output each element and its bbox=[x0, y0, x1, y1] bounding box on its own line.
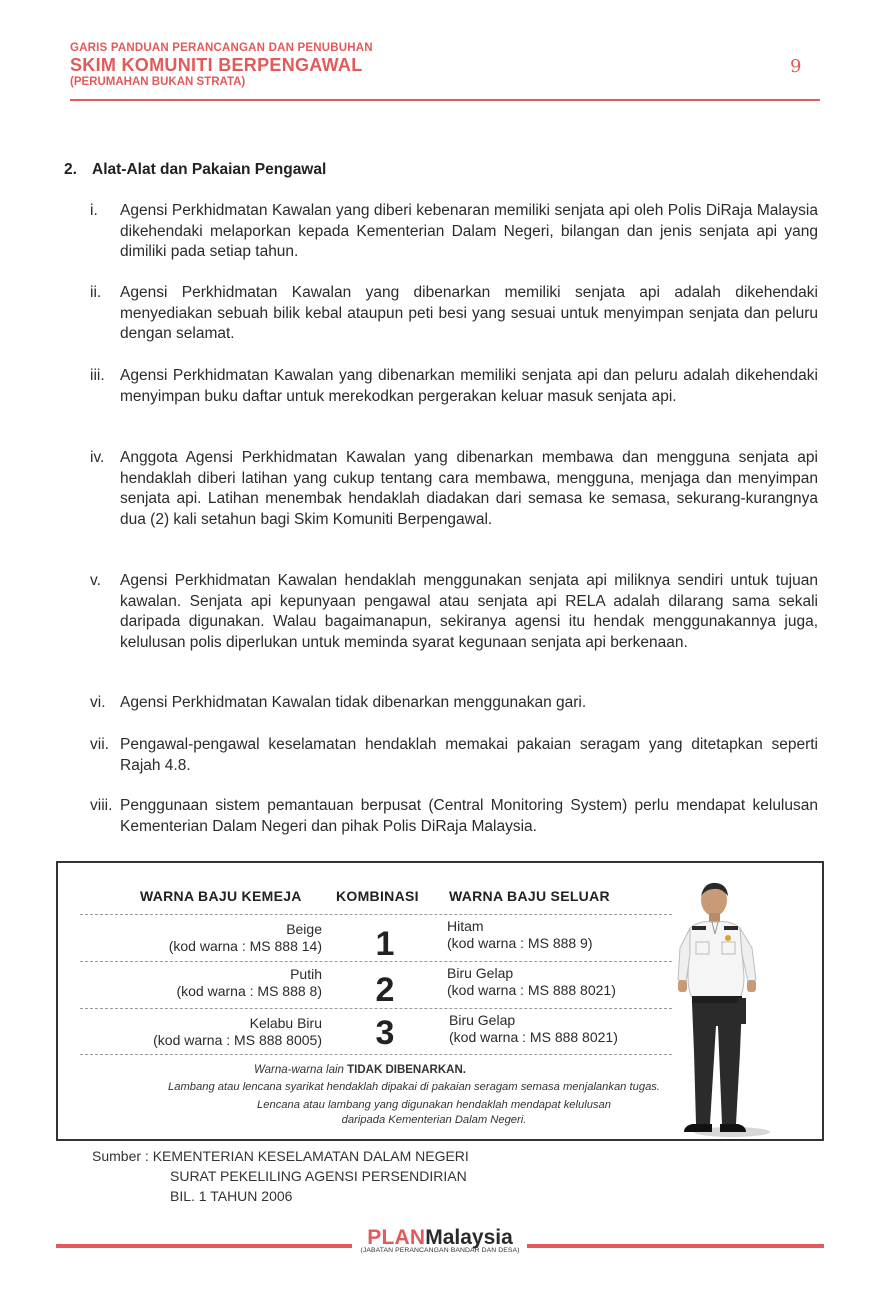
document-header bbox=[70, 42, 373, 88]
note-not-allowed bbox=[254, 1064, 466, 1076]
header-divider bbox=[70, 99, 820, 101]
pants-color-code: (kod warna : MS 888 8021) bbox=[449, 1029, 618, 1045]
note-approval-line-1: Lencana atau lambang yang digunakan hendaklah mendapat kelulusan bbox=[257, 1099, 611, 1111]
list-item bbox=[90, 796, 818, 837]
pants-color-cell bbox=[447, 918, 667, 952]
list-item-text: Agensi Perkhidmatan Kawalan yang dibenarkan memiliki senjata api dan peluru adalah dikehendaki menyimpan buku daftar untuk merekodkan pergerakan keluar masuk senjata api. bbox=[120, 367, 818, 405]
combination-number: 1 bbox=[375, 925, 395, 963]
pants-color-name: Hitam bbox=[447, 918, 484, 934]
shirt-color-cell bbox=[90, 966, 322, 1000]
shirt-color-cell bbox=[90, 1015, 322, 1049]
source-citation bbox=[92, 1146, 469, 1206]
list-item-number: viii. bbox=[90, 797, 113, 814]
list-item bbox=[90, 735, 818, 776]
list-item-text: Pengawal-pengawal keselamatan hendaklah memakai pakaian seragam yang ditetapkan seperti Rajah 4.8. bbox=[120, 736, 818, 774]
security-guard-figure bbox=[672, 876, 772, 1138]
section-number: 2. bbox=[64, 161, 77, 178]
shirt-color-name: Kelabu Biru bbox=[249, 1015, 322, 1031]
header-pants-color: WARNA BAJU SELUAR bbox=[449, 888, 610, 904]
list-item-text: Anggota Agensi Perkhidmatan Kawalan yang dibenarkan membawa dan mengguna senjata api hendaklah diberi latihan yang cukup tentang cara membawa, mengguna, menjaga dan menyimpan senjata api. Latihan menembak hendaklah diadakan dari semasa ke semasa, sekurang-kurangnya dua (2) kali setahun bagi Skim Komuniti Berpengawal. bbox=[120, 449, 818, 528]
logo-plan: PLAN bbox=[367, 1226, 426, 1249]
combination-number: 3 bbox=[375, 1014, 395, 1052]
note-bold: TIDAK DIBENARKAN. bbox=[347, 1064, 466, 1076]
list-item bbox=[90, 448, 818, 530]
shirt-color-code: (kod warna : MS 888 8005) bbox=[153, 1032, 322, 1048]
list-item-number: v. bbox=[90, 572, 101, 589]
header-combination: KOMBINASI bbox=[336, 888, 419, 904]
source-line-3: BIL. 1 TAHUN 2006 bbox=[170, 1188, 293, 1204]
list-item bbox=[90, 283, 818, 345]
shirt-color-cell bbox=[90, 921, 322, 955]
shirt-color-name: Putih bbox=[290, 966, 322, 982]
section-title-text: Alat-Alat dan Pakaian Pengawal bbox=[92, 161, 327, 178]
list-item bbox=[90, 571, 818, 653]
list-item-number: iii. bbox=[90, 367, 105, 384]
header-shirt-color: WARNA BAJU KEMEJA bbox=[140, 888, 302, 904]
source-line-2: SURAT PEKELILING AGENSI PERSENDIRIAN bbox=[170, 1168, 467, 1184]
list-item bbox=[90, 201, 818, 263]
pants-color-name: Biru Gelap bbox=[447, 965, 514, 981]
list-item-text: Agensi Perkhidmatan Kawalan yang diberi kebenaran memiliki senjata api oleh Polis DiRaja Malaysia dikehendaki melaporkan kepada Kementerian Dalam Negeri, bilangan dan jenis senjata api yang dimiliki pada setiap tahun. bbox=[120, 202, 818, 260]
pants-color-code: (kod warna : MS 888 9) bbox=[447, 935, 593, 951]
logo-subtitle: (JABATAN PERANCANGAN BANDAR DAN DESA) bbox=[360, 1247, 520, 1254]
header-line-3: (PERUMAHAN BUKAN STRATA) bbox=[70, 76, 246, 88]
list-item bbox=[90, 693, 818, 714]
table-divider bbox=[80, 1054, 672, 1055]
logo-malaysia: Malaysia bbox=[425, 1226, 513, 1249]
footer-rule-left bbox=[56, 1244, 352, 1248]
list-item-text: Agensi Perkhidmatan Kawalan tidak dibenarkan menggunakan gari. bbox=[120, 694, 587, 711]
header-title: SKIM KOMUNITI BERPENGAWAL bbox=[70, 55, 363, 75]
planmalaysia-logo bbox=[357, 1226, 523, 1254]
note-approval-line-2: daripada Kementerian Dalam Negeri. bbox=[341, 1114, 527, 1126]
list-item-number: vii. bbox=[90, 736, 109, 753]
page-number: 9 bbox=[790, 56, 802, 77]
shirt-color-name: Beige bbox=[286, 921, 322, 937]
list-item-number: iv. bbox=[90, 449, 105, 466]
list-item-number: vi. bbox=[90, 694, 106, 711]
combination-number: 2 bbox=[375, 971, 395, 1009]
table-divider bbox=[80, 914, 672, 915]
note-approval bbox=[236, 1098, 632, 1128]
list-item bbox=[90, 366, 818, 407]
pants-color-cell bbox=[449, 1012, 669, 1046]
pants-color-cell bbox=[447, 965, 667, 999]
list-item-number: ii. bbox=[90, 284, 102, 301]
note-prefix: Warna-warna lain bbox=[254, 1064, 344, 1076]
note-badge: Lambang atau lencana syarikat hendaklah dipakai di pakaian seragam semasa menjalankan tugas. bbox=[168, 1081, 660, 1093]
list-item-text: Agensi Perkhidmatan Kawalan hendaklah menggunakan senjata api miliknya sendiri untuk tujuan kawalan. Senjata api kepunyaan pengawal atau senjata api RELA adalah dilarang sama sekali daripada digunakan. Walau bagaimanapun, sekiranya agensi itu hendak menggunakannya juga, kelulusan polis diperlukan untuk meminda syarat kegunaan senjata api berkenaan. bbox=[120, 572, 818, 651]
shirt-color-code: (kod warna : MS 888 8) bbox=[176, 983, 322, 999]
source-line-1: Sumber : KEMENTERIAN KESELAMATAN DALAM NEGERI bbox=[92, 1148, 469, 1164]
shirt-color-code: (kod warna : MS 888 14) bbox=[168, 938, 322, 954]
pants-color-name: Biru Gelap bbox=[449, 1012, 516, 1028]
pants-color-code: (kod warna : MS 888 8021) bbox=[447, 982, 616, 998]
list-item-number: i. bbox=[90, 202, 98, 219]
footer-rule-right bbox=[527, 1244, 824, 1248]
header-line-1: GARIS PANDUAN PERANCANGAN DAN PENUBUHAN bbox=[70, 42, 373, 54]
list-item-text: Agensi Perkhidmatan Kawalan yang dibenarkan memiliki senjata api adalah dikehendaki menyediakan sebuah bilik kebal ataupun peti besi yang sesuai untuk menyimpan senjata dan peluru dengan selamat. bbox=[120, 284, 818, 342]
section-title bbox=[64, 161, 326, 179]
list-item-text: Penggunaan sistem pemantauan berpusat (Central Monitoring System) perlu mendapat kelulusan Kementerian Dalam Negeri dan pihak Polis DiRaja Malaysia. bbox=[120, 797, 818, 835]
